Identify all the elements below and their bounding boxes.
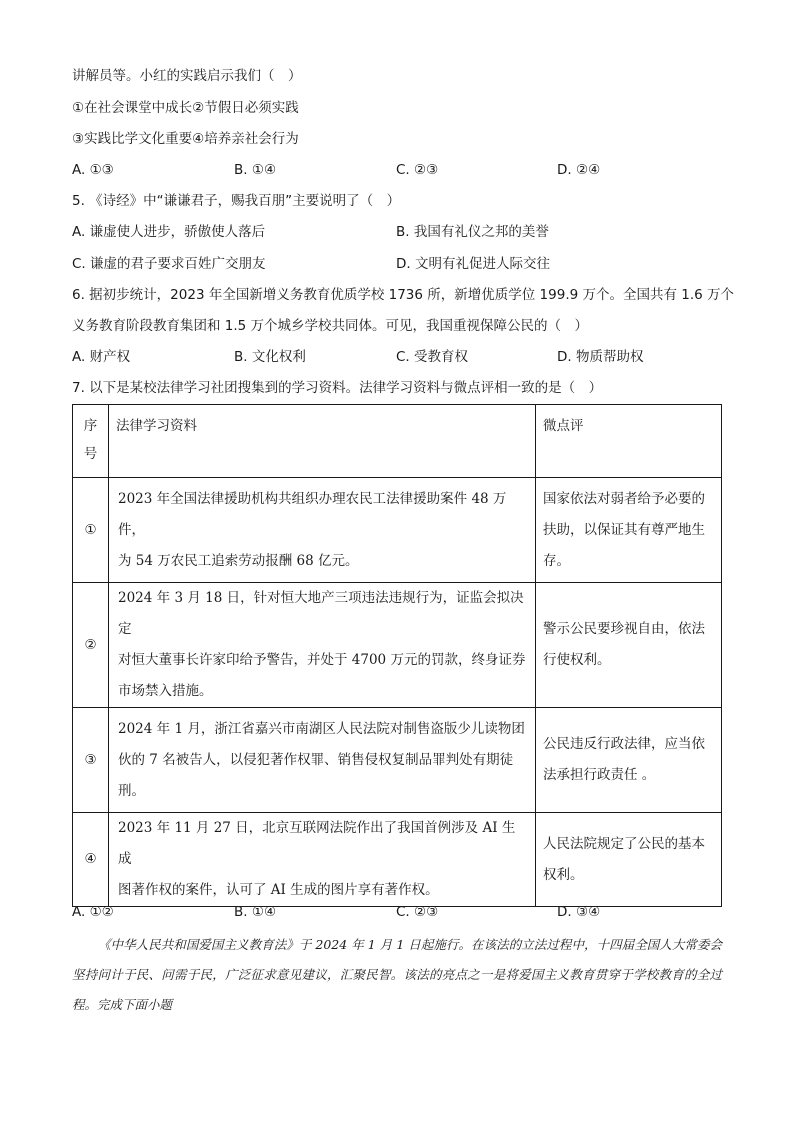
- q4-option-d[interactable]: D. ②④: [557, 162, 601, 178]
- q4-statements-1: ①在社会课堂中成长②节假日必须实践: [72, 100, 299, 116]
- reading-passage: 《中华人民共和国爱国主义教育法》于 2024 年 1 月 1 日起施行。在该法的立法过程中，十四届全国人大常委会坚持问计于民、问需于民，广泛征求意见建议，汇聚民智。该法的亮点之一是将爱国主义教育贯穿于学校教育的全过程。完成下面小题: [72, 937, 722, 1012]
- q6-option-a[interactable]: A. 财产权: [72, 349, 131, 365]
- q4-option-b[interactable]: B. ①④: [234, 162, 277, 178]
- q4-stem-tail: 讲解员等。小红的实践启示我们（ ）: [72, 68, 302, 84]
- q7-option-a[interactable]: A. ①②: [72, 904, 114, 920]
- header-law-material: 法律学习资料: [109, 405, 536, 478]
- row-material: 2024 年 3 月 18 日，针对恒大地产三项违法违规行为，证监会拟决定 对恒大董事长许家印给予警告，并处于 4700 万元的罚款，终身证券 市场禁入措施。: [109, 583, 536, 708]
- row-comment: 国家依法对弱者给予必要的 扶助，以保证其有尊严地生 存。: [536, 478, 722, 583]
- header-serial-number: 序号: [73, 405, 109, 478]
- q5-option-a[interactable]: A. 谦虚使人进步，骄傲使人落后: [72, 224, 266, 240]
- row-number: ③: [73, 708, 109, 813]
- q7-option-c[interactable]: C. ②③: [396, 904, 439, 920]
- q4-option-c[interactable]: C. ②③: [396, 162, 439, 178]
- q6-stem-line-1: 6. 据初步统计，2023 年全国新增义务教育优质学校 1736 所，新增优质学位 199.9 万个。全国共有 1.6 万个: [72, 287, 735, 303]
- q5-option-c[interactable]: C. 谦虚的君子要求百姓广交朋友: [72, 256, 266, 272]
- q6-option-b[interactable]: B. 文化权利: [234, 349, 306, 365]
- table-header-row: [73, 405, 722, 478]
- row-material: 2023 年 11 月 27 日，北京互联网法院作出了我国首例涉及 AI 生成 图著作权的案件，认可了 AI 生成的图片享有著作权。: [109, 813, 536, 907]
- row-comment: 公民违反行政法律，应当依 法承担行政责任 。: [536, 708, 722, 813]
- row-material: 2024 年 1 月，浙江省嘉兴市南湖区人民法院对制售盗版少儿读物团 伙的 7 名被告人，以侵犯著作权罪、销售侵权复制品罪判处有期徒 刑。: [109, 708, 536, 813]
- q5-option-d[interactable]: D. 文明有礼促进人际交往: [396, 256, 550, 272]
- table-row: [73, 478, 722, 583]
- q6-stem-line-2: 义务教育阶段教育集团和 1.5 万个城乡学校共同体。可见，我国重视保障公民的（ ）: [72, 318, 589, 334]
- row-comment: 人民法院规定了公民的基本 权利。: [536, 813, 722, 907]
- q5-stem: 5. 《诗经》中“谦谦君子，赐我百朋”主要说明了（ ）: [72, 193, 401, 209]
- q4-statements-2: ③实践比学文化重要④培养亲社会行为: [72, 131, 299, 147]
- q5-option-b[interactable]: B. 我国有礼仪之邦的美誉: [396, 224, 549, 240]
- table-row: [73, 583, 722, 708]
- q7-stem: 7. 以下是某校法律学习社团搜集到的学习资料。法律学习资料与微点评相一致的是（ ）: [72, 380, 603, 396]
- row-number: ①: [73, 478, 109, 583]
- q7-option-b[interactable]: B. ①④: [234, 904, 277, 920]
- q7-option-d[interactable]: D. ③④: [557, 904, 601, 920]
- row-comment: 警示公民要珍视自由，依法 行使权利。: [536, 583, 722, 708]
- table-row: [73, 813, 722, 907]
- q6-option-c[interactable]: C. 受教育权: [396, 349, 469, 365]
- row-number: ②: [73, 583, 109, 708]
- q4-option-a[interactable]: A. ①③: [72, 162, 114, 178]
- row-number: ④: [73, 813, 109, 907]
- q6-option-d[interactable]: D. 物质帮助权: [557, 349, 644, 365]
- table-row: [73, 708, 722, 813]
- row-material: 2023 年全国法律援助机构共组织办理农民工法律援助案件 48 万件， 为 54 万农民工追索劳动报酬 68 亿元。: [109, 478, 536, 583]
- law-materials-table: [72, 404, 722, 907]
- header-comment: 微点评: [536, 405, 722, 478]
